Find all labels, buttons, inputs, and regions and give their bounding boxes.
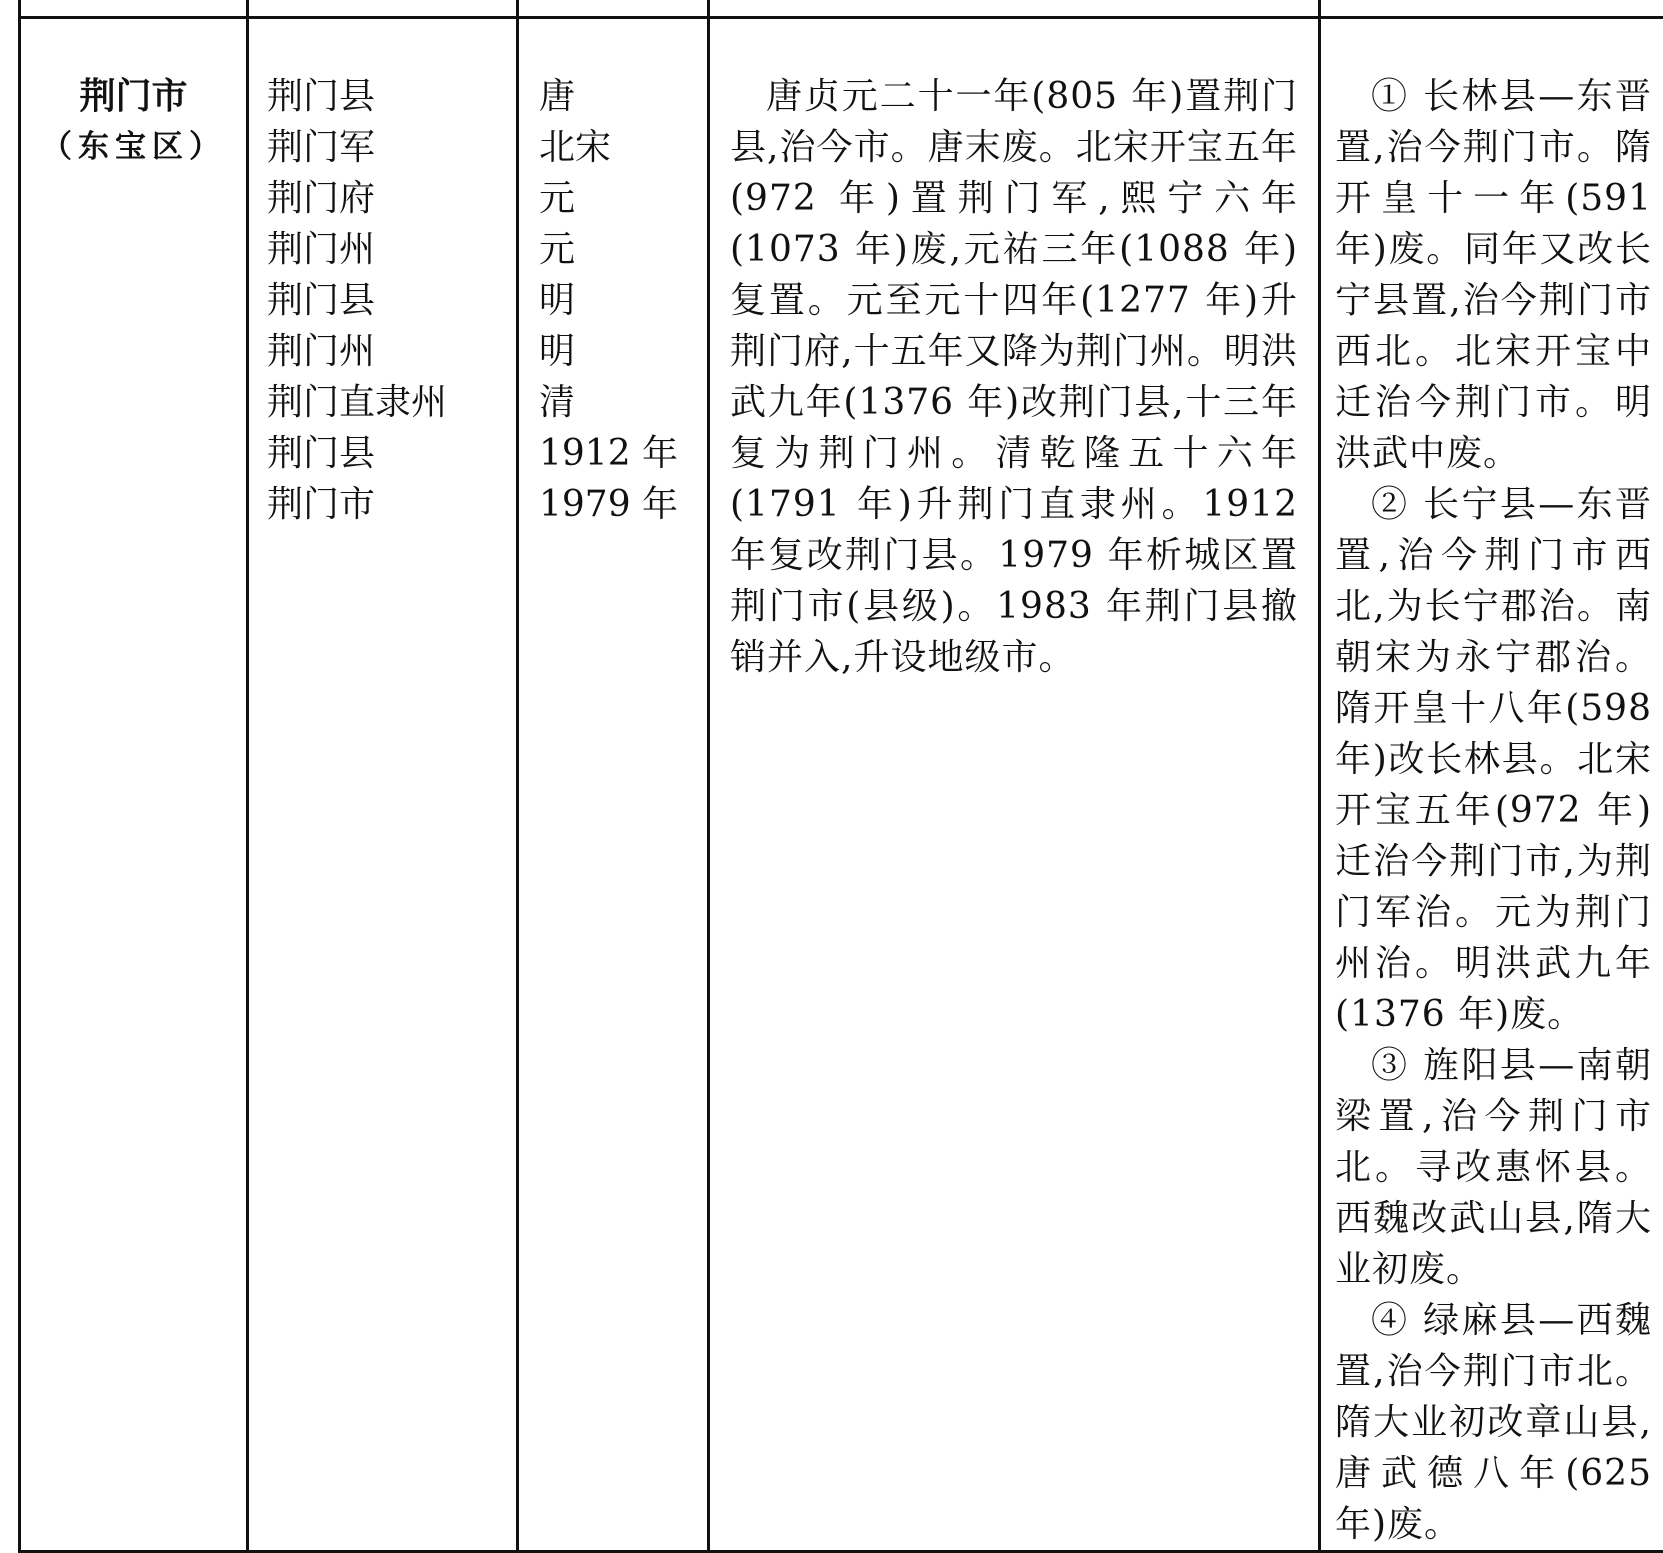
periods-cell — [518, 18, 709, 1552]
place-name: 荆门市 — [31, 71, 236, 122]
period: 清 — [539, 377, 707, 428]
period: 明 — [539, 326, 707, 377]
place-cell — [20, 18, 248, 1552]
table-row — [20, 18, 1663, 1552]
header-cell — [709, 0, 1320, 18]
history-text: 唐贞元二十一年(805 年)置荆门县,治今市。唐末废。北宋开宝五年(972 年)置荆门军,熙宁六年(1073 年)废,元祐三年(1088 年)复置。元至元十四年(1277 年)升荆门府,十五年又降为荆门州。明洪武九年(1376 年)改荆门县,十三年复为荆门州。清乾隆五十六年(1791 年)升荆门直隶州。1912 年复改荆门县。1979 年析城区置荆门市(县级)。1983 年荆门县撤销并入,升设地级市。 — [710, 19, 1318, 683]
place-subname: （东宝区） — [31, 122, 236, 173]
note-paragraph: ① 长林县—东晋置,治今荆门市。隋开皇十一年(591年)废。同年又改长宁县置,治今荆门市西北。北宋开宝中迁治今荆门市。明洪武中废。 — [1335, 71, 1652, 479]
historic-name: 荆门县 — [267, 275, 516, 326]
period: 明 — [539, 275, 707, 326]
period: 元 — [539, 173, 707, 224]
note-paragraph: ④ 绿麻县—西魏置,治今荆门市北。隋大业初改章山县,唐武德八年(625 年)废。 — [1335, 1295, 1652, 1550]
historic-name: 荆门州 — [267, 326, 516, 377]
header-cell — [518, 0, 709, 18]
historic-name: 荆门府 — [267, 173, 516, 224]
historic-name: 荆门州 — [267, 224, 516, 275]
note-paragraph: ③ 旌阳县—南朝梁置,治今荆门市北。寻改惠怀县。西魏改武山县,隋大业初废。 — [1335, 1040, 1652, 1295]
historic-names-cell — [248, 18, 518, 1552]
period: 北宋 — [539, 122, 707, 173]
historic-name: 荆门市 — [267, 479, 516, 530]
header-cell — [248, 0, 518, 18]
table-header-row — [20, 0, 1663, 18]
period: 元 — [539, 224, 707, 275]
historic-name: 荆门县 — [267, 71, 516, 122]
note-paragraph: ② 长宁县—东晋置,治今荆门市西北,为长宁郡治。南朝宋为永宁郡治。隋开皇十八年(598 年)改长林县。北宋开宝五年(972 年)迁治今荆门市,为荆门军治。元为荆门州治。明洪武九年(1376 年)废。 — [1335, 479, 1652, 1040]
period: 1979 年 — [539, 479, 707, 530]
history-cell — [709, 18, 1320, 1552]
notes-cell — [1320, 18, 1663, 1552]
header-cell — [1320, 0, 1663, 18]
historic-name: 荆门直隶州 — [267, 377, 516, 428]
historic-name: 荆门军 — [267, 122, 516, 173]
header-cell — [20, 0, 248, 18]
historic-name: 荆门县 — [267, 428, 516, 479]
history-table — [18, 0, 1663, 1553]
period: 1912 年 — [539, 428, 707, 479]
period: 唐 — [539, 71, 707, 122]
